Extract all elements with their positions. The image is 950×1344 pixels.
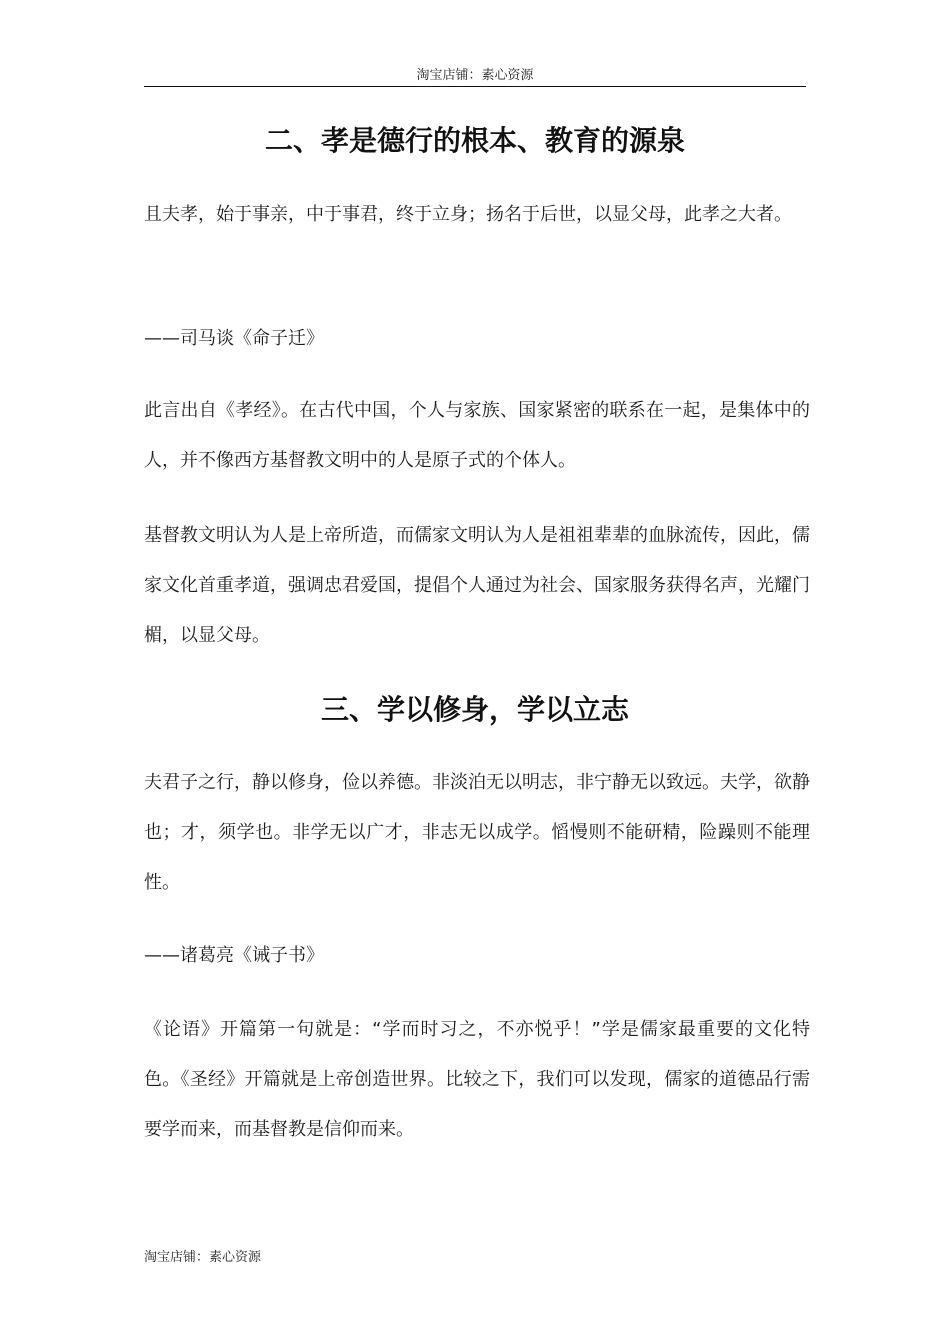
body-paragraph: 此言出自《孝经》。在古代中国，个人与家族、国家紧密的联系在一起，是集体中的人，并不像西方基督教文明中的人是原子式的个体人。 [144,400,810,471]
section-title-filial-piety: 二、孝是德行的根本、教育的源泉 [264,124,685,157]
body-paragraph: 基督教文明认为人是上帝所造，而儒家文明认为人是祖祖辈辈的血脉流传，因此，儒家文化首重孝道，强调忠君爱国，提倡个人通过为社会、国家服务获得名声，光耀门楣，以显父母。 [144,525,810,646]
section-title-learning: 三、学以修身，学以立志 [320,693,629,726]
section-quote-text: 夫君子之行，静以修身，俭以养德。非淡泊无以明志，非宁静无以致远。夫学，欲静也；才，须学也。非学无以广才，非志无以成学。慆慢则不能研精，险躁则不能理性。 [144,772,810,893]
page-footer: 淘宝店铺：素心资源 [144,1250,262,1265]
header-divider [144,86,806,87]
body-paragraph: 《论语》开篇第一句就是：“学而时习之，不亦悦乎！”学是儒家最重要的文化特色。《圣经》开篇就是上帝创造世界。比较之下，我们可以发现，儒家的道德品行需要学而来，而基督教是信仰而来。 [144,1019,810,1140]
page-header: 淘宝店铺：素心资源 [416,68,534,83]
quote-attribution: ——诸葛亮《诫子书》 [144,945,324,966]
section-quote-text: 且夫孝，始于事亲，中于事君，终于立身；扬名于后世，以显父母，此孝之大者。 [144,204,792,225]
quote-attribution: ——司马谈《命子迁》 [144,328,324,349]
